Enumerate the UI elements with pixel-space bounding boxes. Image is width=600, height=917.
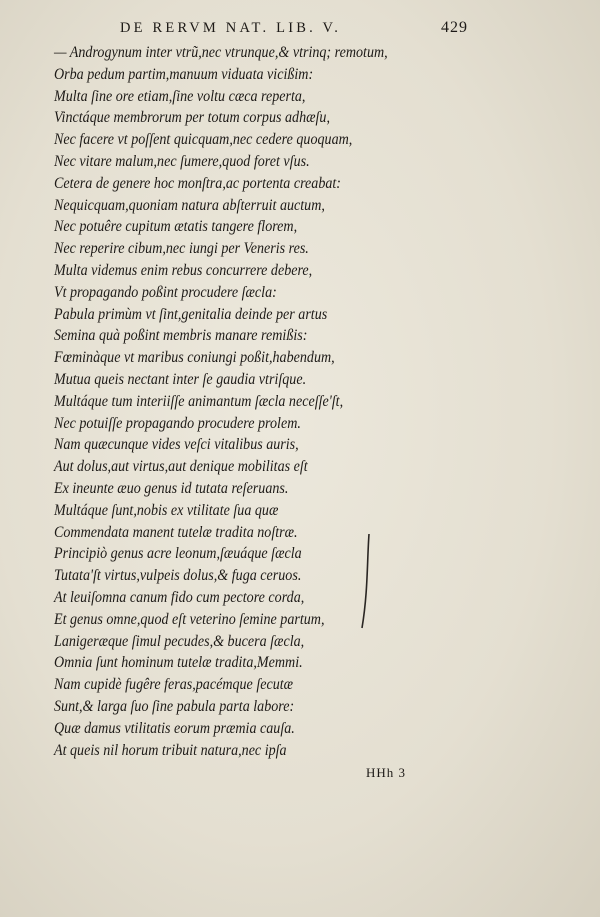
- verse-line: Nec vitare malum,nec ſumere,quod foret vſus.: [54, 152, 310, 170]
- verse-line: Multa videmus enim rebus concurrere debere,: [54, 261, 313, 279]
- verse-line: Ex ineunte æuo genus id tutata reſeruans.: [54, 479, 289, 497]
- verse-line: Nec facere vt poſſent quicquam,nec cedere quoquam,: [54, 131, 353, 149]
- verse-line: Nequicquam,quoniam natura abſterruit auctum,: [54, 196, 325, 214]
- verse-line: Nec reperire cibum,nec iungi per Veneris res.: [54, 240, 309, 258]
- verse-line: Mutua queis nectant inter ſe gaudia vtriſque.: [54, 370, 307, 388]
- verse-line: — Androgynum inter vtrũ,nec vtrunque,& vtrinq; remotum,: [54, 44, 388, 61]
- margin-bracket-mark: [359, 532, 373, 630]
- verse-line: Principiò genus acre leonum,ſæuáque ſæcla: [54, 545, 302, 563]
- verse-line: Pabula primùm vt ſint,genitalia deinde per artus: [54, 305, 328, 323]
- signature-mark: HHh 3: [366, 765, 407, 780]
- verse-line: Vt propagando poßint procudere ſæcla:: [54, 283, 277, 301]
- verse-line: At leuiſomna canum fido cum pectore corda,: [54, 588, 305, 606]
- verse-line: At queis nil horum tribuit natura,nec ipſa: [54, 741, 287, 759]
- verse-line: Et genus omne,quod eſt veterino ſemine partum,: [54, 610, 325, 628]
- verse-line: Nam quæcunque vides veſci vitalibus auris,: [54, 436, 299, 454]
- verse-line: Quæ damus vtilitatis eorum præmia cauſa.: [54, 719, 295, 737]
- verse-line: Multa ſine ore etiam,ſine voltu cæca reperta,: [54, 87, 306, 105]
- verse-line: Aut dolus,aut virtus,aut denique mobilitas eſt: [54, 458, 308, 476]
- verse-text-block: [54, 42, 494, 761]
- verse-line: Semina quà poßint membris manare remißis:: [54, 327, 308, 345]
- verse-line: Nec potuiſſe propagando procudere prolem.: [54, 414, 301, 432]
- verse-line: Nec potuêre cupitum ætatis tangere florem,: [54, 218, 298, 236]
- verse-line: Tutata'ſt virtus,vulpeis dolus,& fuga ceruos.: [54, 567, 302, 585]
- verse-line: Multáque tum interiiſſe animantum ſæcla neceſſe'ſt,: [54, 392, 344, 410]
- verse-line: Lanigeræque ſimul pecudes,& bucera ſæcla,: [54, 632, 305, 650]
- verse-line: Cetera de genere hoc monſtra,ac portenta creabat:: [54, 174, 341, 192]
- running-head: DE RERVM NAT. LIB. V.: [120, 20, 342, 36]
- verse-line: Orba pedum partim,manuum viduata vicißim:: [54, 65, 314, 83]
- verse-line: Vinctáque membrorum per totum corpus adhæſu,: [54, 109, 330, 127]
- verse-line: Omnia ſunt hominum tutelæ tradita,Memmi.: [54, 654, 303, 672]
- verse-line: Sunt,& larga ſuo ſine pabula parta labore:: [54, 697, 295, 715]
- page-header: [0, 18, 600, 40]
- verse-line: Commendata manent tutelæ tradita noſtræ.: [54, 523, 298, 541]
- verse-line: Multáque ſunt,nobis ex vtilitate ſua quæ: [54, 501, 279, 519]
- verse-line: Fœminàque vt maribus coniungi poßit,habendum,: [54, 349, 335, 367]
- page-number: 429: [441, 19, 468, 36]
- verse-line: Nam cupidè fugêre feras,pacémque ſecutæ: [54, 676, 294, 694]
